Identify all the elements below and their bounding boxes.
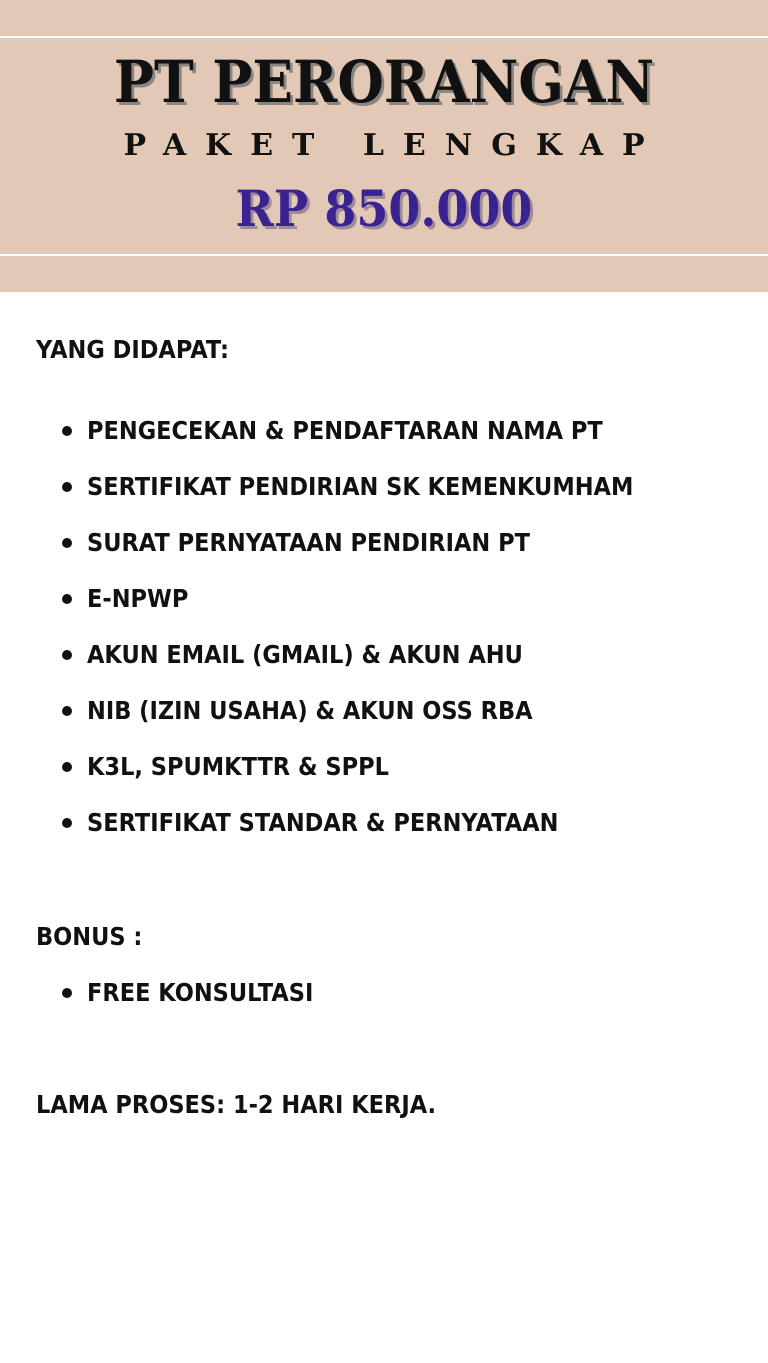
package-subtitle: PAKET LENGKAP — [123, 128, 664, 163]
bonus-list — [0, 976, 768, 1032]
list-item: NIB (IZIN USAHA) & AKUN OSS RBA — [0, 694, 768, 750]
list-item: SURAT PERNYATAAN PENDIRIAN PT — [0, 526, 768, 582]
bullet-icon — [62, 706, 72, 716]
bullet-icon — [62, 818, 72, 828]
bullet-icon — [62, 594, 72, 604]
package-price: RP 850.000 — [235, 179, 533, 238]
process-duration: LAMA PROSES: 1-2 HARI KERJA. — [36, 1090, 437, 1119]
bullet-icon — [62, 426, 72, 436]
list-item: AKUN EMAIL (GMAIL) & AKUN AHU — [0, 638, 768, 694]
header-banner — [0, 0, 768, 292]
header-divider-bottom — [0, 254, 768, 256]
included-heading: YANG DIDAPAT: — [36, 335, 230, 364]
package-title: PT PERORANGAN — [113, 48, 655, 116]
list-item: SERTIFIKAT PENDIRIAN SK KEMENKUMHAM — [0, 470, 768, 526]
bullet-icon — [62, 988, 72, 998]
bonus-heading: BONUS : — [36, 922, 143, 951]
bullet-icon — [62, 762, 72, 772]
header-divider-top — [0, 36, 768, 38]
list-item: SERTIFIKAT STANDAR & PERNYATAAN — [0, 806, 768, 862]
bullet-icon — [62, 650, 72, 660]
list-item: FREE KONSULTASI — [0, 976, 768, 1032]
list-item: E-NPWP — [0, 582, 768, 638]
list-item: PENGECEKAN & PENDAFTARAN NAMA PT — [0, 414, 768, 470]
bullet-icon — [62, 538, 72, 548]
list-item: K3L, SPUMKTTR & SPPL — [0, 750, 768, 806]
included-list — [0, 414, 768, 862]
bullet-icon — [62, 482, 72, 492]
